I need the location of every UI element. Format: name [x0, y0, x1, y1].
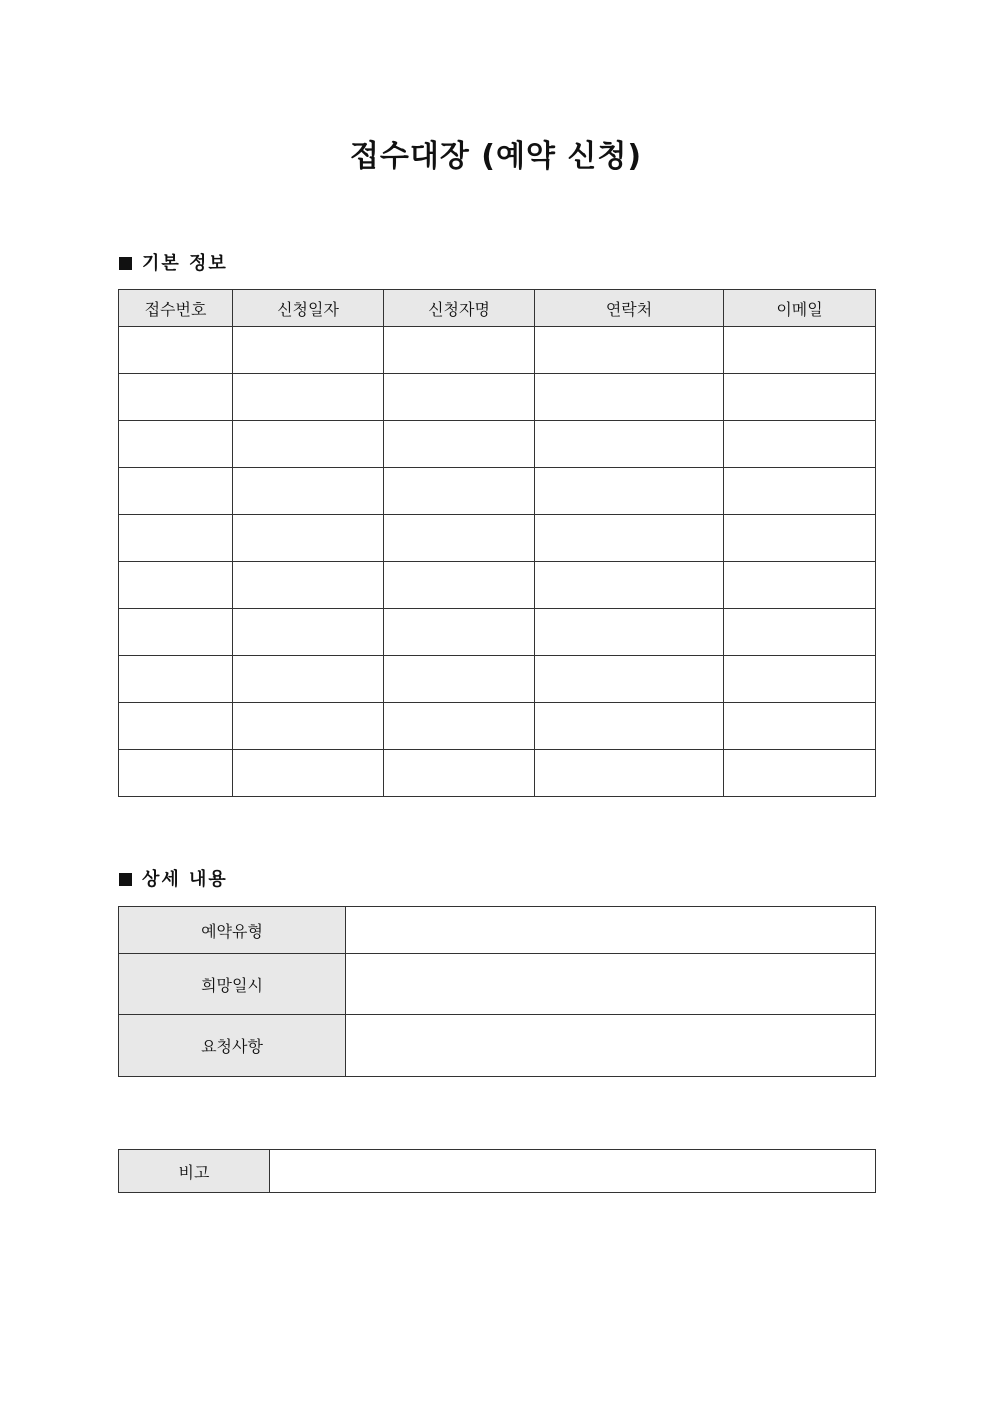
page-title: 접수대장 (예약 신청)	[349, 139, 643, 174]
table-cell[interactable]	[535, 750, 724, 797]
table-cell[interactable]	[119, 515, 233, 562]
column-header-applicant-name: 신청자명	[384, 290, 535, 327]
table-cell[interactable]	[535, 656, 724, 703]
section-heading-label: 상세 내용	[142, 869, 228, 890]
column-header-contact: 연락처	[535, 290, 724, 327]
field-label-requests: 요청사항	[119, 1015, 346, 1077]
table-cell[interactable]	[724, 468, 876, 515]
field-label-remarks: 비고	[119, 1150, 270, 1193]
section-heading-basic-info	[119, 252, 228, 276]
table-cell[interactable]	[384, 515, 535, 562]
table-cell[interactable]	[535, 562, 724, 609]
table-row	[119, 374, 876, 421]
details-table	[118, 906, 876, 1077]
table-cell[interactable]	[119, 750, 233, 797]
basic-info-table	[118, 289, 876, 797]
table-cell[interactable]	[384, 656, 535, 703]
table-cell[interactable]	[119, 421, 233, 468]
detail-row-preferred-datetime	[119, 954, 876, 1015]
table-cell[interactable]	[535, 374, 724, 421]
table-header-row	[119, 290, 876, 327]
table-cell[interactable]	[384, 609, 535, 656]
table-cell[interactable]	[724, 374, 876, 421]
table-row	[119, 656, 876, 703]
table-cell[interactable]	[724, 750, 876, 797]
table-cell[interactable]	[119, 468, 233, 515]
detail-row-requests	[119, 1015, 876, 1077]
table-row	[119, 562, 876, 609]
table-cell[interactable]	[119, 327, 233, 374]
table-cell[interactable]	[384, 703, 535, 750]
table-row	[119, 609, 876, 656]
detail-row-reservation-type	[119, 907, 876, 954]
table-row	[119, 421, 876, 468]
field-label-preferred-datetime: 희망일시	[119, 954, 346, 1015]
table-row	[119, 468, 876, 515]
table-cell[interactable]	[724, 515, 876, 562]
table-cell[interactable]	[535, 327, 724, 374]
table-cell[interactable]	[724, 703, 876, 750]
table-cell[interactable]	[384, 562, 535, 609]
table-cell[interactable]	[233, 374, 384, 421]
table-cell[interactable]	[233, 468, 384, 515]
table-cell[interactable]	[119, 703, 233, 750]
table-cell[interactable]	[233, 515, 384, 562]
column-header-email: 이메일	[724, 290, 876, 327]
table-cell[interactable]	[233, 327, 384, 374]
table-cell[interactable]	[384, 327, 535, 374]
field-value-remarks[interactable]	[270, 1150, 876, 1193]
remarks-table	[118, 1149, 876, 1193]
table-cell[interactable]	[384, 374, 535, 421]
table-row	[119, 327, 876, 374]
field-value-reservation-type[interactable]	[346, 907, 876, 954]
table-cell[interactable]	[233, 609, 384, 656]
table-cell[interactable]	[119, 562, 233, 609]
column-header-application-date: 신청일자	[233, 290, 384, 327]
table-cell[interactable]	[535, 421, 724, 468]
field-value-requests[interactable]	[346, 1015, 876, 1077]
table-row	[119, 515, 876, 562]
table-cell[interactable]	[384, 750, 535, 797]
remarks-row	[119, 1150, 876, 1193]
field-label-reservation-type: 예약유형	[119, 907, 346, 954]
table-cell[interactable]	[384, 421, 535, 468]
field-value-preferred-datetime[interactable]	[346, 954, 876, 1015]
column-header-receipt-number: 접수번호	[119, 290, 233, 327]
table-cell[interactable]	[233, 750, 384, 797]
table-cell[interactable]	[724, 562, 876, 609]
square-bullet-icon	[119, 257, 132, 270]
table-row	[119, 750, 876, 797]
table-cell[interactable]	[119, 374, 233, 421]
square-bullet-icon	[119, 873, 132, 886]
table-cell[interactable]	[724, 327, 876, 374]
table-cell[interactable]	[535, 609, 724, 656]
table-cell[interactable]	[535, 515, 724, 562]
table-cell[interactable]	[535, 703, 724, 750]
table-cell[interactable]	[233, 562, 384, 609]
section-heading-details	[119, 868, 228, 892]
table-cell[interactable]	[233, 421, 384, 468]
table-cell[interactable]	[119, 609, 233, 656]
table-cell[interactable]	[724, 421, 876, 468]
table-cell[interactable]	[535, 468, 724, 515]
table-cell[interactable]	[384, 468, 535, 515]
table-cell[interactable]	[724, 609, 876, 656]
table-row	[119, 703, 876, 750]
table-cell[interactable]	[724, 656, 876, 703]
table-cell[interactable]	[233, 703, 384, 750]
section-heading-label: 기본 정보	[142, 253, 228, 274]
table-cell[interactable]	[119, 656, 233, 703]
table-cell[interactable]	[233, 656, 384, 703]
